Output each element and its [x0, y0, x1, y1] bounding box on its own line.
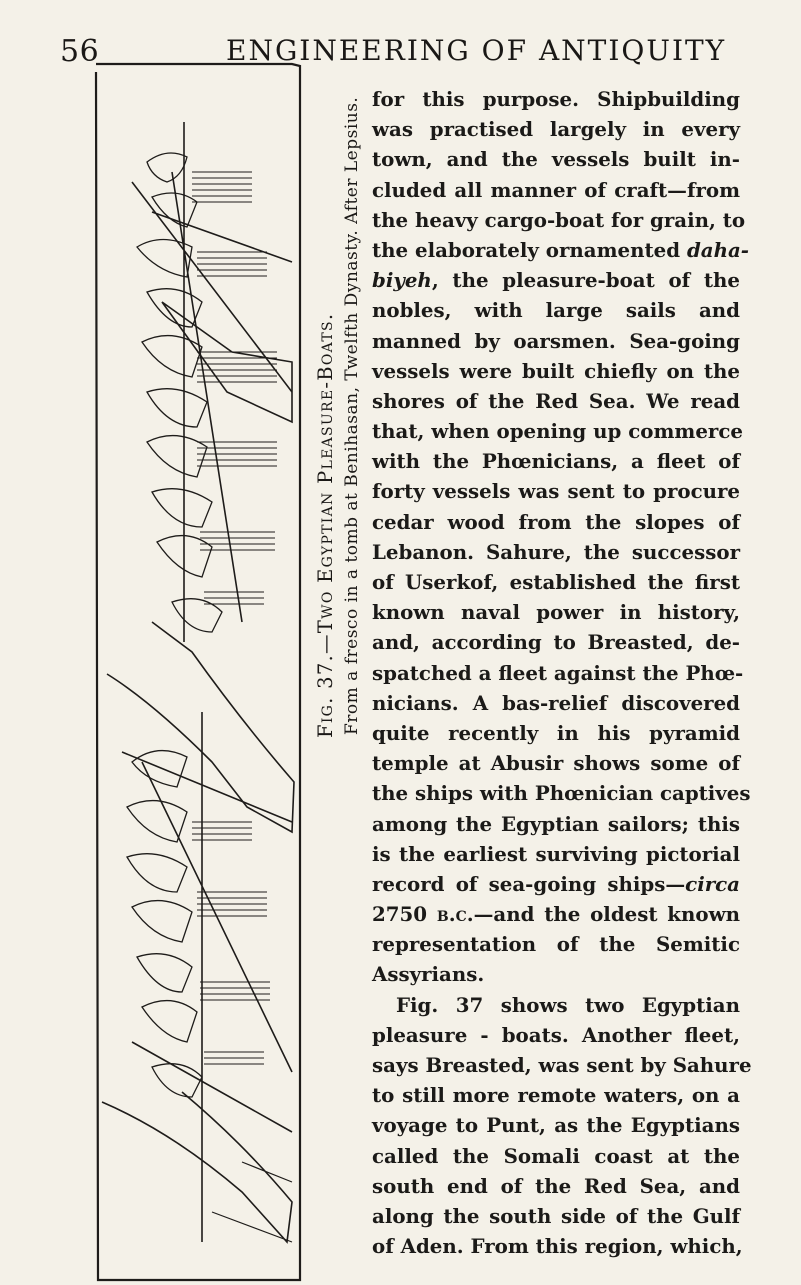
- text-line: Lebanon. Sahure, the successor: [372, 539, 740, 564]
- figure-37-illustration: [92, 62, 302, 1285]
- text-line: record of sea-going ships—circa: [372, 871, 740, 896]
- text-line: and, according to Breasted, de-: [372, 630, 740, 655]
- text-line: cedar wood from the slopes of: [372, 509, 740, 534]
- text-line: south end of the Red Sea, and: [372, 1173, 740, 1198]
- running-title: ENGINEERING OF ANTIQUITY: [226, 34, 727, 67]
- text-line: nicians. A bas-relief discovered: [372, 690, 740, 715]
- text-line: voyage to Punt, as the Egyptians: [372, 1113, 740, 1138]
- text-line: quite recently in his pyramid: [372, 720, 740, 745]
- text-line: biyeh, the pleasure-boat of the: [372, 268, 740, 293]
- text-line: the heavy cargo-boat for grain, to: [372, 207, 746, 232]
- text-line: for this purpose. Shipbuilding: [372, 87, 740, 111]
- caption-source: From a fresco in a tomb at Benihasan, Twelfth Dynasty. After Lepsius.: [342, 96, 362, 735]
- text-line: known naval power in history,: [372, 600, 740, 625]
- text-line: Fig. 37 shows two Egyptian: [396, 992, 740, 1017]
- text-line: town, and the vessels built in-: [372, 147, 740, 172]
- text-line: of Aden. From this region, which,: [372, 1234, 743, 1259]
- caption-main: Fig. 37.—Two Egyptian Pleasure-Boats.: [314, 312, 337, 738]
- text-line: the ships with Phœnician captives: [372, 781, 751, 806]
- text-line: vessels were built chiefly on the: [372, 358, 740, 383]
- text-line: temple at Abusir shows some of: [372, 751, 740, 776]
- body-text: [372, 84, 752, 1261]
- text-line: Assyrians.: [372, 962, 485, 987]
- text-line: representation of the Semitic: [372, 932, 740, 957]
- text-line: spatched a fleet against the Phœ-: [372, 660, 744, 685]
- text-line: pleasure - boats. Another fleet,: [372, 1022, 740, 1047]
- text-line: manned by oarsmen. Sea-going: [372, 328, 740, 353]
- text-line: forty vessels was sent to procure: [372, 479, 740, 504]
- text-line: shores of the Red Sea. We read: [372, 388, 740, 413]
- text-line: cluded all manner of craft—from: [372, 177, 740, 202]
- text-line: says Breasted, was sent by Sahure: [372, 1053, 752, 1077]
- text-line: is the earliest surviving pictorial: [372, 841, 740, 866]
- text-line: the elaborately ornamented daha-: [372, 237, 750, 262]
- text-line: was practised largely in every: [372, 117, 740, 142]
- boats-engraving: [92, 62, 302, 1285]
- text-line: among the Egyptian sailors; this: [372, 811, 740, 836]
- text-line: nobles, with large sails and: [372, 298, 740, 323]
- text-line: that, when opening up commerce: [372, 419, 743, 444]
- page-number: 56: [60, 34, 100, 69]
- text-line: with the Phœnicians, a fleet of: [372, 449, 740, 474]
- text-line: of Userkof, established the first: [372, 570, 740, 594]
- text-line: along the south side of the Gulf: [372, 1203, 740, 1228]
- text-line: called the Somali coast at the: [372, 1143, 740, 1168]
- figure-caption: [308, 90, 366, 1260]
- text-line: to still more remote waters, on a: [372, 1083, 740, 1108]
- text-line: 2750 b.c.—and the oldest known: [372, 902, 740, 927]
